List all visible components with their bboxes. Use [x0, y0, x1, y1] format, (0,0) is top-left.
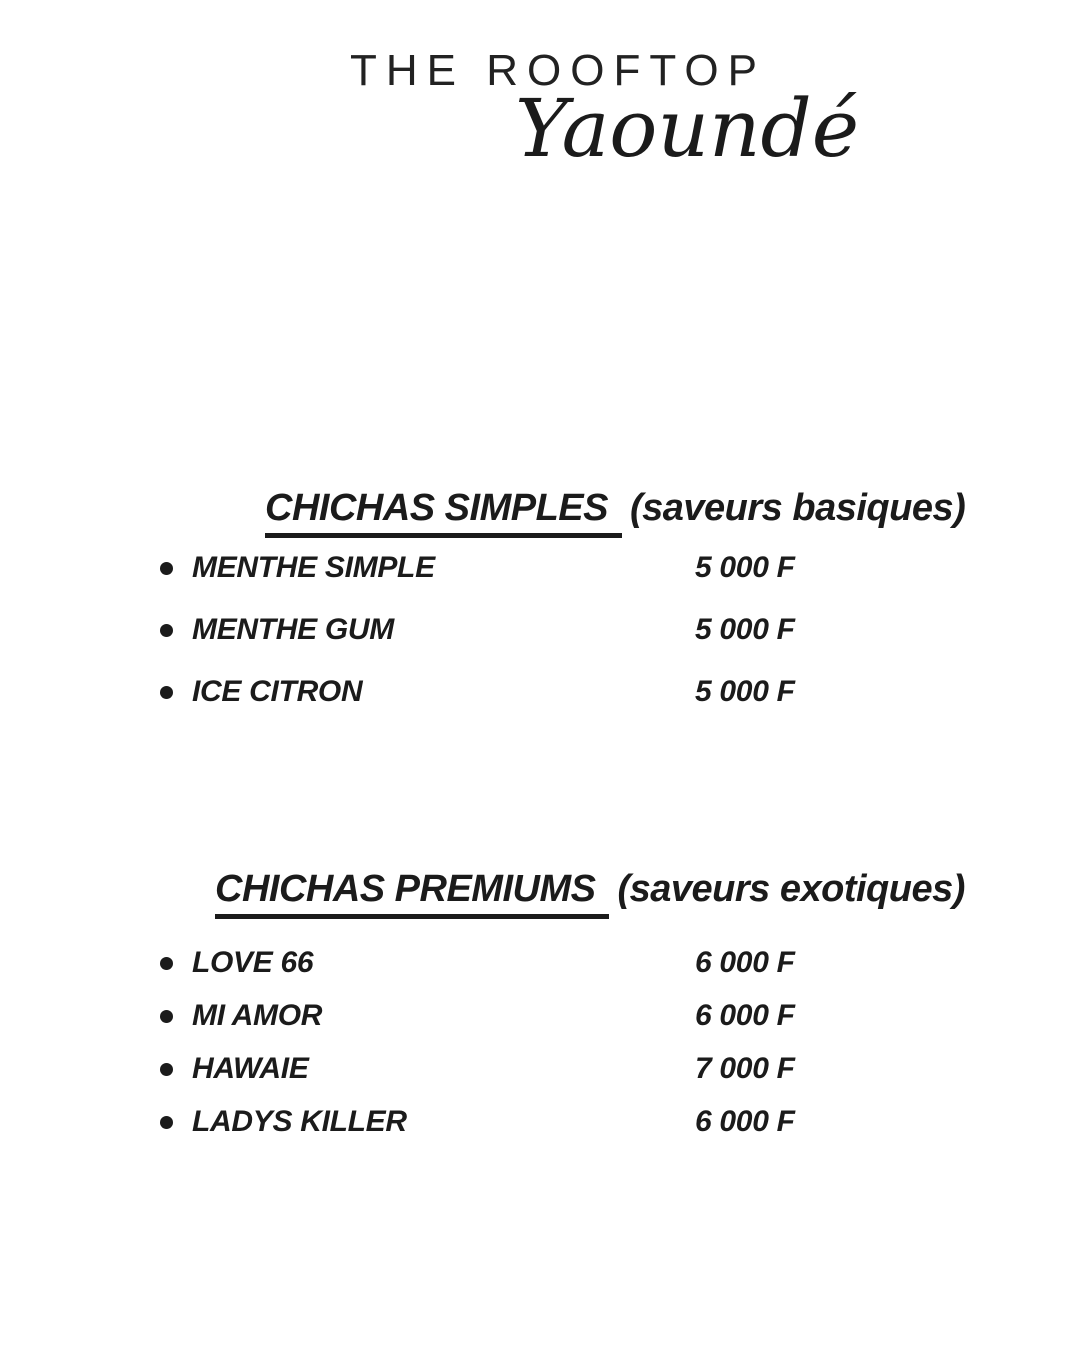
item-name: MI AMOR: [192, 999, 323, 1032]
item-price: 5 000 F: [695, 551, 795, 584]
item-price: 6 000 F: [695, 946, 795, 979]
bullet-icon: [160, 1010, 173, 1023]
item-price: 6 000 F: [695, 999, 795, 1032]
bullet-icon: [160, 1063, 173, 1076]
bullet-icon: [160, 562, 173, 575]
bullet-icon: [160, 686, 173, 699]
section-title: CHICHAS PREMIUMS: [215, 868, 609, 919]
menu-item-row: [0, 612, 1080, 648]
section-title: CHICHAS SIMPLES: [265, 487, 622, 538]
item-price: 7 000 F: [695, 1052, 795, 1085]
menu-item-row: [0, 998, 1080, 1034]
menu-item-row: [0, 1051, 1080, 1087]
item-name: MENTHE GUM: [192, 613, 394, 646]
item-price: 5 000 F: [695, 613, 795, 646]
section-subtitle: (saveurs exotiques): [617, 867, 965, 910]
menu-item-row: [0, 674, 1080, 710]
item-name: LADYS KILLER: [192, 1105, 407, 1138]
section-header: [215, 868, 965, 919]
item-price: 6 000 F: [695, 1105, 795, 1138]
menu-item-row: [0, 550, 1080, 586]
item-name: HAWAIE: [192, 1052, 309, 1085]
menu-item-row: [0, 1104, 1080, 1140]
bullet-icon: [160, 957, 173, 970]
bullet-icon: [160, 624, 173, 637]
section-subtitle: (saveurs basiques): [629, 486, 966, 529]
menu-item-row: [0, 945, 1080, 981]
logo-subtitle: Yaoundé: [515, 82, 860, 175]
item-name: LOVE 66: [192, 946, 314, 979]
section-header: [265, 487, 965, 538]
item-price: 5 000 F: [695, 675, 795, 708]
item-name: ICE CITRON: [192, 675, 363, 708]
bullet-icon: [160, 1116, 173, 1129]
logo-title: THE ROOFTOP: [350, 46, 766, 95]
item-name: MENTHE SIMPLE: [192, 551, 435, 584]
